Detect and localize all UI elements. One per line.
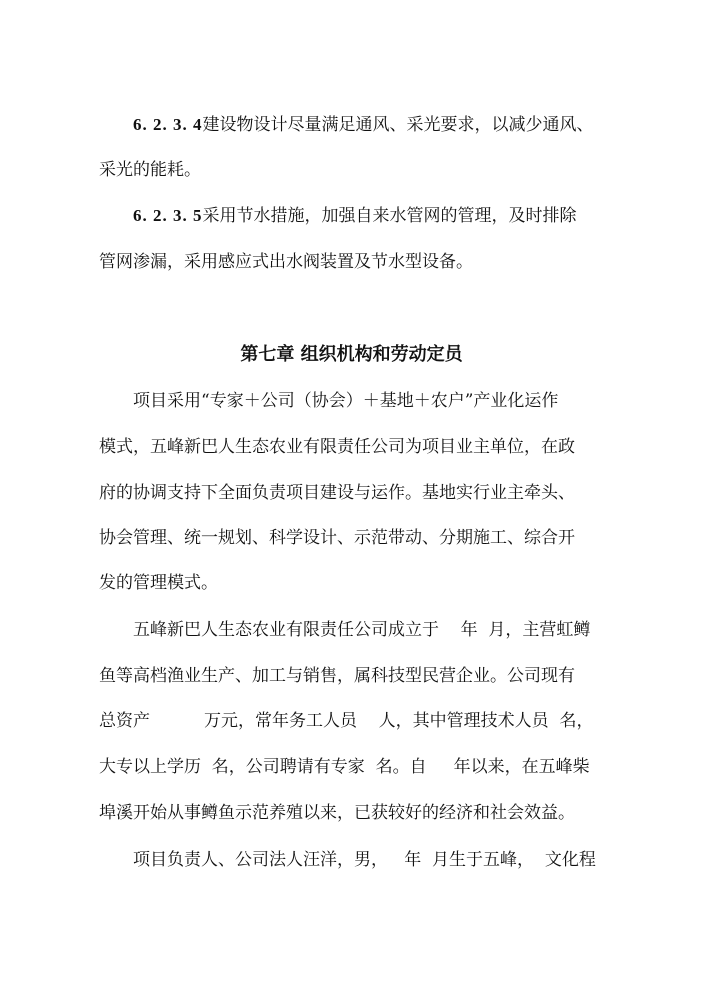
section-6-2-3-5-line-2 (0, 250, 703, 274)
para3-line (0, 848, 703, 872)
section-text: 采用节水措施，加强自来水管网的管理，及时排除 (202, 206, 577, 226)
para1-text: 模式，五峰新巴人生态农业有限责任公司为项目业主单位，在政 (99, 437, 575, 457)
para2-line (0, 664, 703, 688)
section-6-2-3-4-line-2 (0, 158, 703, 182)
section-text: 建设物设计尽量满足通风、采光要求，以减少通风、 (202, 115, 594, 135)
para2-line (0, 755, 703, 779)
para3-text: 项目负责人、公司法人汪洋，男， 年 月生于五峰， 文化程 (133, 850, 596, 870)
para2-line (0, 801, 703, 825)
para1-line (0, 435, 703, 459)
section-number: 6. 2. 3. 5 (133, 206, 203, 225)
section-number: 6. 2. 3. 4 (133, 115, 203, 134)
para1-line (0, 571, 703, 595)
para1-text: 府的协调支持下全面负责项目建设与运作。基地实行业主牵头、 (99, 483, 575, 503)
section-text: 管网渗漏，采用感应式出水阀装置及节水型设备。 (99, 252, 473, 272)
para1-text: 发的管理模式。 (99, 573, 218, 593)
para2-text: 埠溪开始从事鳟鱼示范养殖以来，已获较好的经济和社会效益。 (99, 803, 575, 823)
para2-text: 大专以上学历 名，公司聘请有专家 名。自 年以来，在五峰柴 (99, 757, 590, 777)
para1-line (0, 389, 703, 413)
section-text: 采光的能耗。 (99, 160, 201, 180)
section-6-2-3-5-line-1 (0, 204, 703, 228)
para2-text: 五峰新巴人生态农业有限责任公司成立于 年 月，主营虹鳟 (133, 620, 591, 640)
section-6-2-3-4-line-1 (0, 113, 703, 137)
para2-text: 鱼等高档渔业生产、加工与销售，属科技型民营企业。公司现有 (99, 666, 575, 686)
para2-line (0, 709, 703, 733)
para1-line (0, 481, 703, 505)
para1-text: 项目采用“专家＋公司（协会）＋基地＋农户”产业化运作 (133, 391, 559, 411)
para1-line (0, 526, 703, 550)
para2-text: 总资产 万元，常年务工人员 人，其中管理技术人员 名， (99, 711, 594, 731)
para1-text: 协会管理、统一规划、科学设计、示范带动、分期施工、综合开 (99, 528, 575, 548)
chapter-title: 第七章 组织机构和劳动定员 (240, 344, 463, 365)
para2-line (0, 618, 703, 642)
